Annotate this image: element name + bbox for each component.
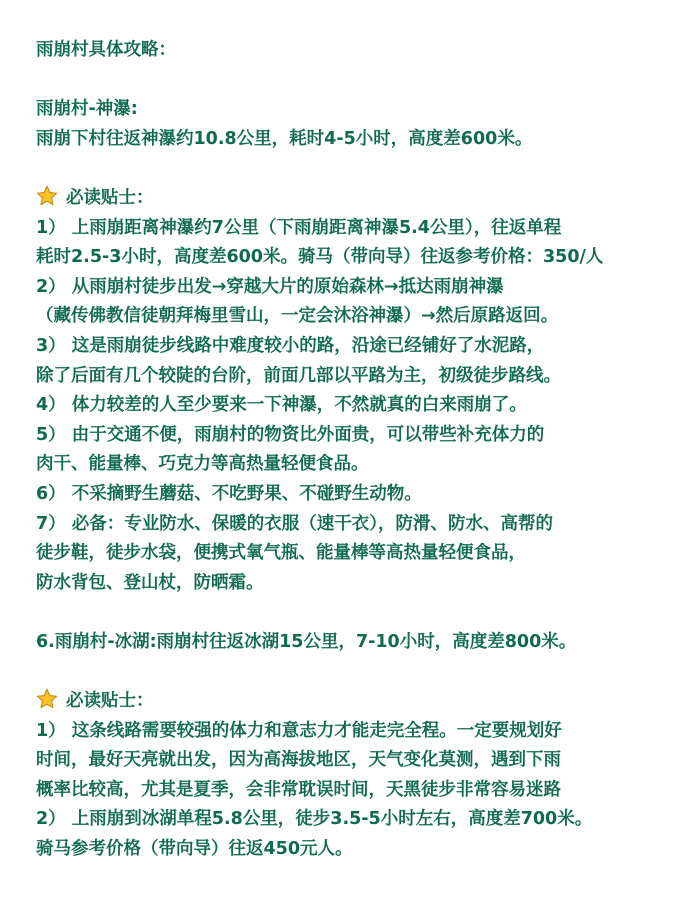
tip-line: 1） 上雨崩距离神瀑约7公里（下雨崩距离神瀑5.4公里），往返单程: [36, 217, 562, 238]
tip-line: 2） 从雨崩村徒步出发→穿越大片的原始森林→抵达雨崩神瀑: [36, 276, 504, 297]
tip-line: 防水背包、登山杖，防晒霜。: [36, 572, 264, 593]
tips-header-1: [36, 184, 666, 214]
spacer: [36, 598, 666, 628]
tip-line: 3） 这是雨崩徒步线路中难度较小的路，沿途已经铺好了水泥路，: [36, 335, 545, 356]
tip-line: 肉干、能量棒、巧克力等高热量轻便食品。: [36, 454, 369, 475]
tip-line: 7） 必备：专业防水、保暖的衣服（速干衣），防滑、防水、高帮的: [36, 513, 554, 534]
tip-line: 2） 上雨崩到冰湖单程5.8公里，徒步3.5-5小时左右，高度差700米。: [36, 809, 593, 830]
section-heading-binghu: 6.雨崩村-冰湖:雨崩村往返冰湖15公里，7-10小时，高度差800米。: [36, 631, 577, 652]
tip-line: 徒步鞋，徒步水袋，便携式氧气瓶、能量棒等高热量轻便食品，: [36, 543, 526, 564]
star-icon: [36, 185, 58, 207]
tip-line: 6） 不采摘野生蘑菇、不吃野果、不碰野生动物。: [36, 483, 422, 504]
tips-label: 必读贴士：: [66, 187, 154, 208]
tip-line: （藏传佛教信徒朝拜梅里雪山，一定会沐浴神瀑）→然后原路返回。: [36, 306, 559, 327]
tip-line: 耗时2.5-3小时，高度差600米。骑马（带向导）往返参考价格：350/人: [36, 247, 604, 268]
tip-line: 1） 这条线路需要较强的体力和意志力才能走完全程。一定要规划好: [36, 720, 562, 741]
star-icon: [36, 688, 58, 710]
section-heading-shenpu: 雨崩村-神瀑:: [36, 99, 138, 120]
guide-document: [36, 36, 666, 865]
spacer: [36, 154, 666, 184]
tip-line: 5） 由于交通不便，雨崩村的物资比外面贵，可以带些补充体力的: [36, 424, 545, 445]
tips-label: 必读贴士：: [66, 691, 154, 712]
tip-line: 时间，最好天亮就出发，因为高海拔地区，天气变化莫测，遇到下雨: [36, 750, 561, 771]
spacer: [36, 657, 666, 687]
document-title: 雨崩村具体攻略：: [36, 40, 176, 60]
section-summary-shenpu: 雨崩下村往返神瀑约10.8公里，耗时4-5小时，高度差600米。: [36, 128, 533, 149]
tip-line: 概率比较高，尤其是夏季，会非常耽误时间，天黑徒步非常容易迷路: [36, 779, 561, 800]
tip-line: 骑马参考价格（带向导）往返450元人。: [36, 839, 353, 860]
tip-line: 除了后面有几个较陡的台阶，前面几部以平路为主，初级徒步路线。: [36, 365, 561, 386]
tips-header-2: [36, 687, 666, 717]
spacer: [36, 66, 666, 96]
tip-line: 4） 体力较差的人至少要来一下神瀑，不然就真的白来雨崩了。: [36, 395, 527, 416]
